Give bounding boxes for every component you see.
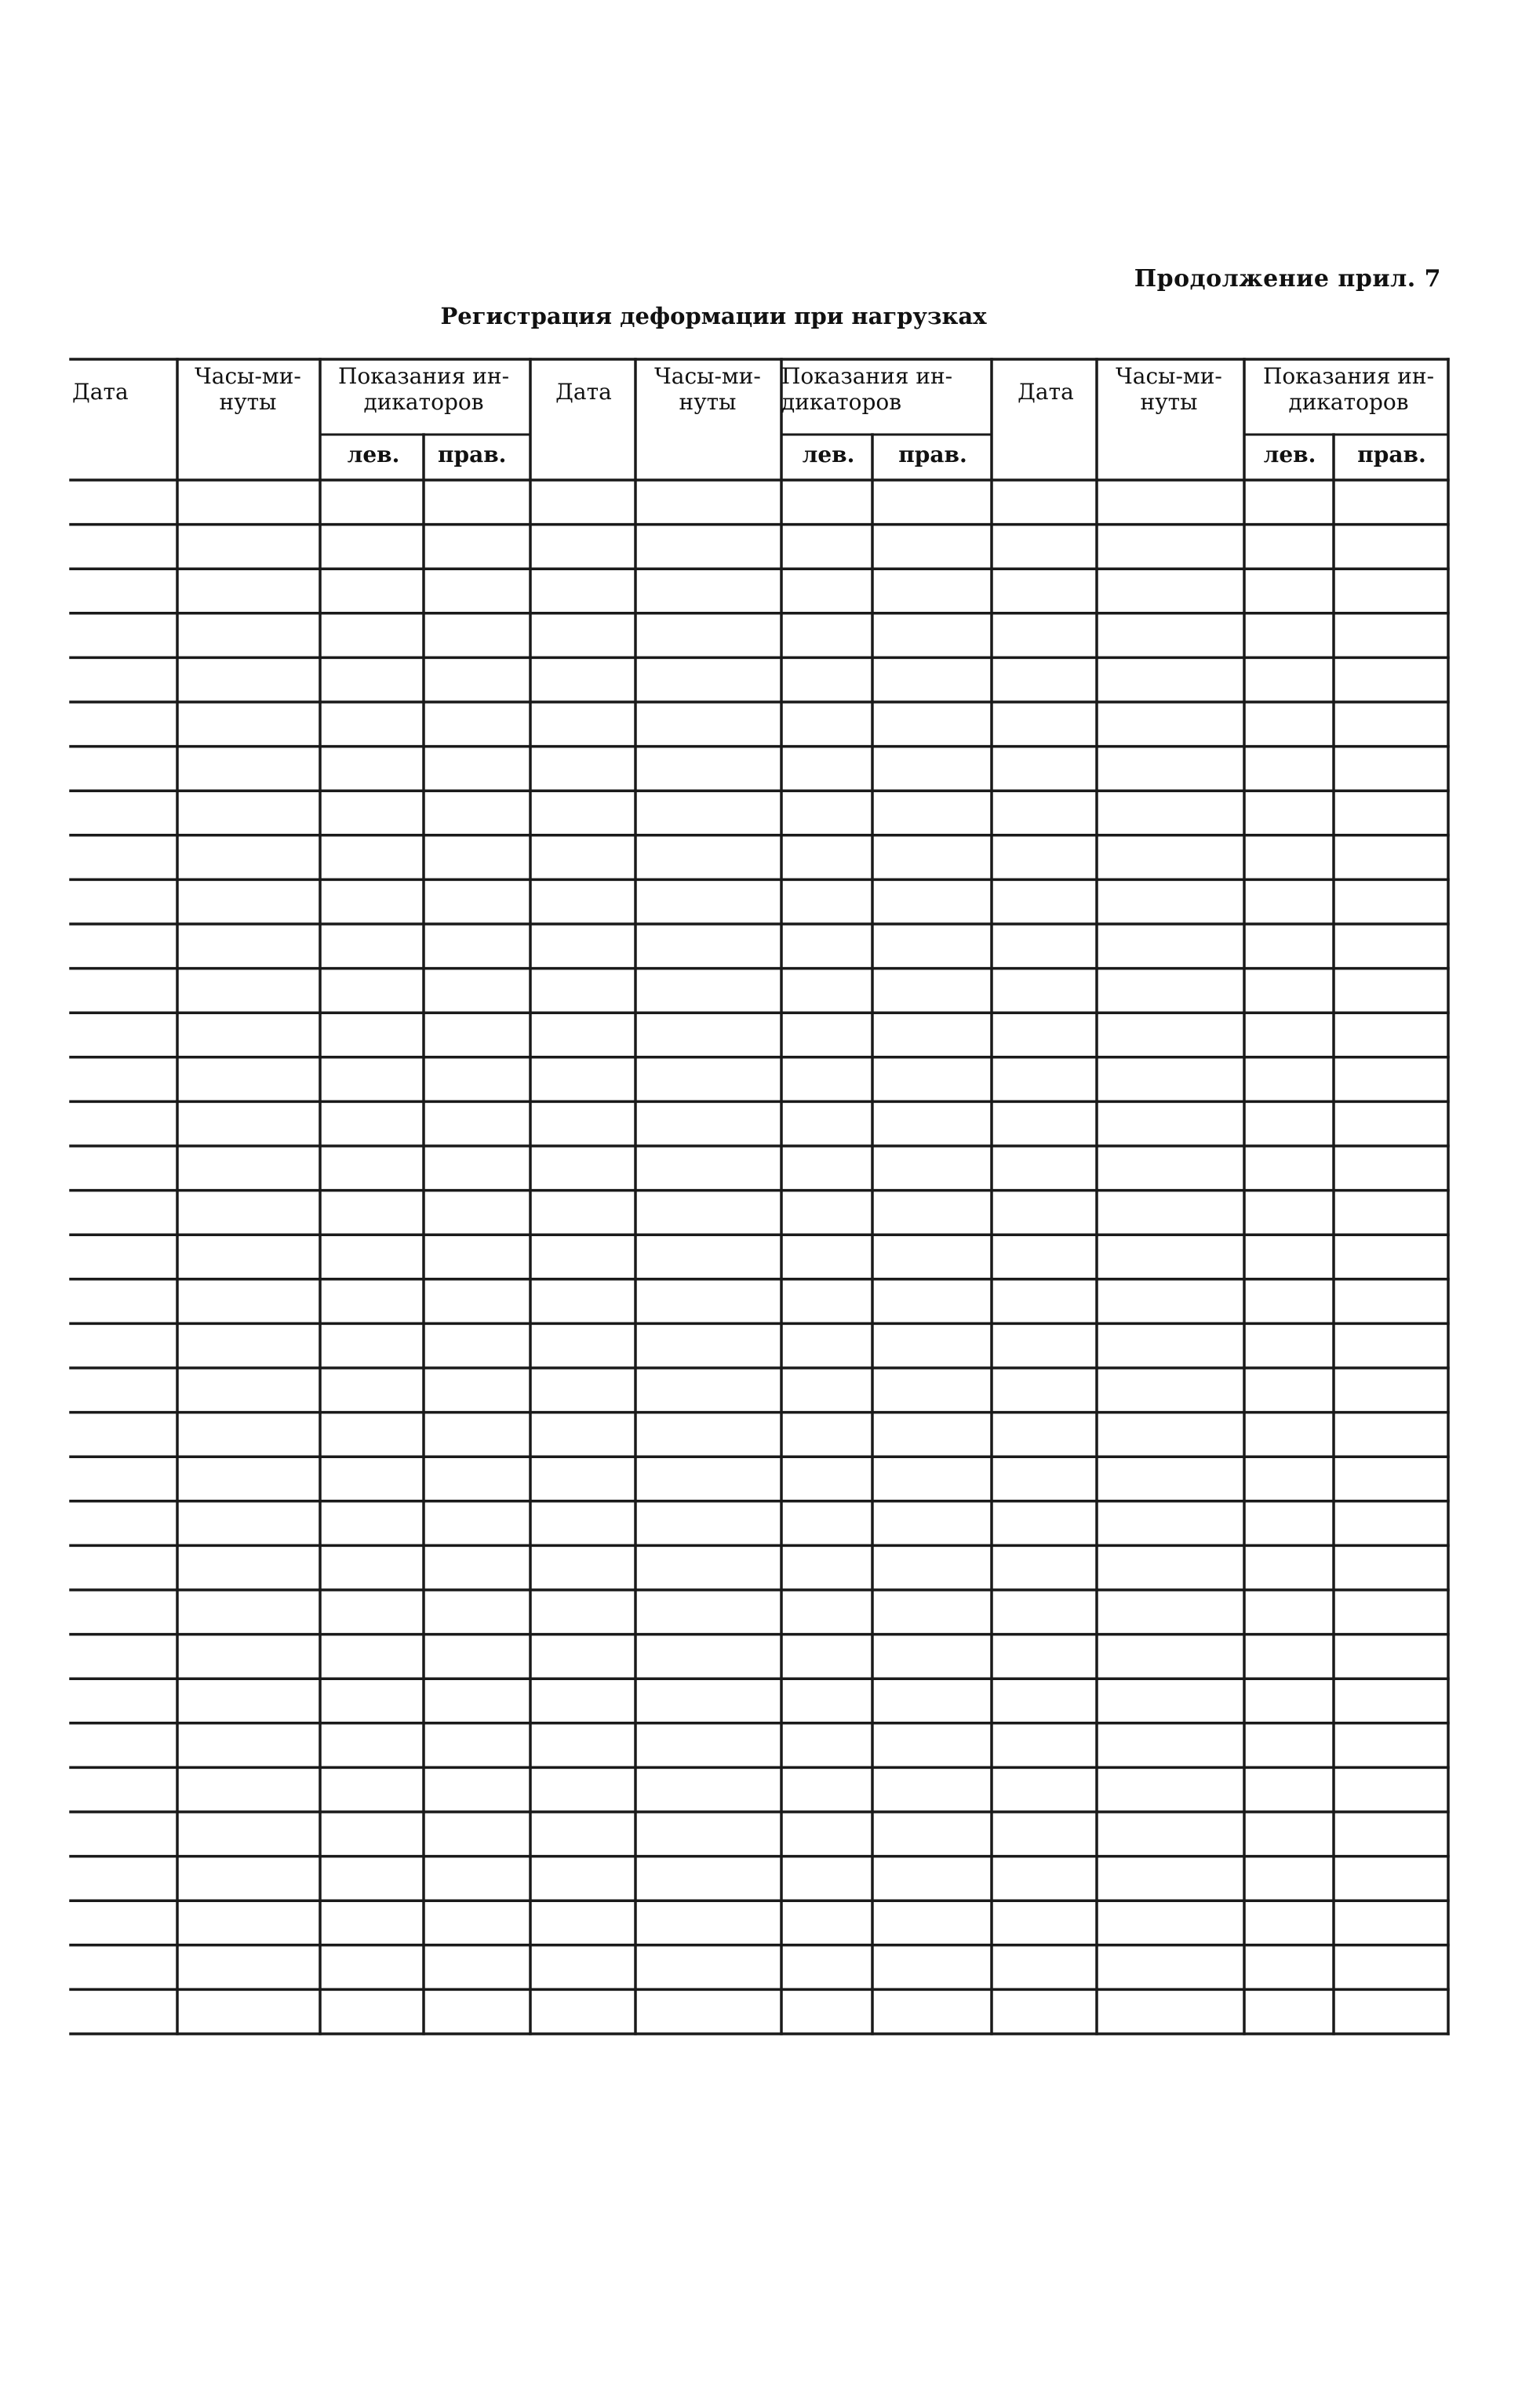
header-date-3: Дата <box>1018 379 1074 405</box>
table-title: Регистрация деформации при нагрузках <box>440 303 987 329</box>
header-readings-3: Показания ин- дикаторов <box>1262 363 1435 415</box>
header-right-1: прав. <box>438 442 507 467</box>
header-readings-1: Показания ин- дикаторов <box>337 363 510 415</box>
header-left-3: лев. <box>1263 442 1316 467</box>
header-time-3: Часы-ми- нуты <box>1116 363 1222 415</box>
header-time-1: Часы-ми- нуты <box>195 363 301 415</box>
header-left-1: лев. <box>347 442 400 467</box>
header-right-3: прав. <box>1357 442 1426 467</box>
header-date-1: Дата <box>72 379 129 405</box>
header-readings-2: Показания ин- дикаторов <box>781 363 953 415</box>
header-right-2: прав. <box>898 442 967 467</box>
header-time-2: Часы-ми- нуты <box>654 363 761 415</box>
appendix-continuation-note: Продолжение прил. 7 <box>1134 265 1441 293</box>
header-left-2: лев. <box>802 442 855 467</box>
header-date-2: Дата <box>555 379 612 405</box>
